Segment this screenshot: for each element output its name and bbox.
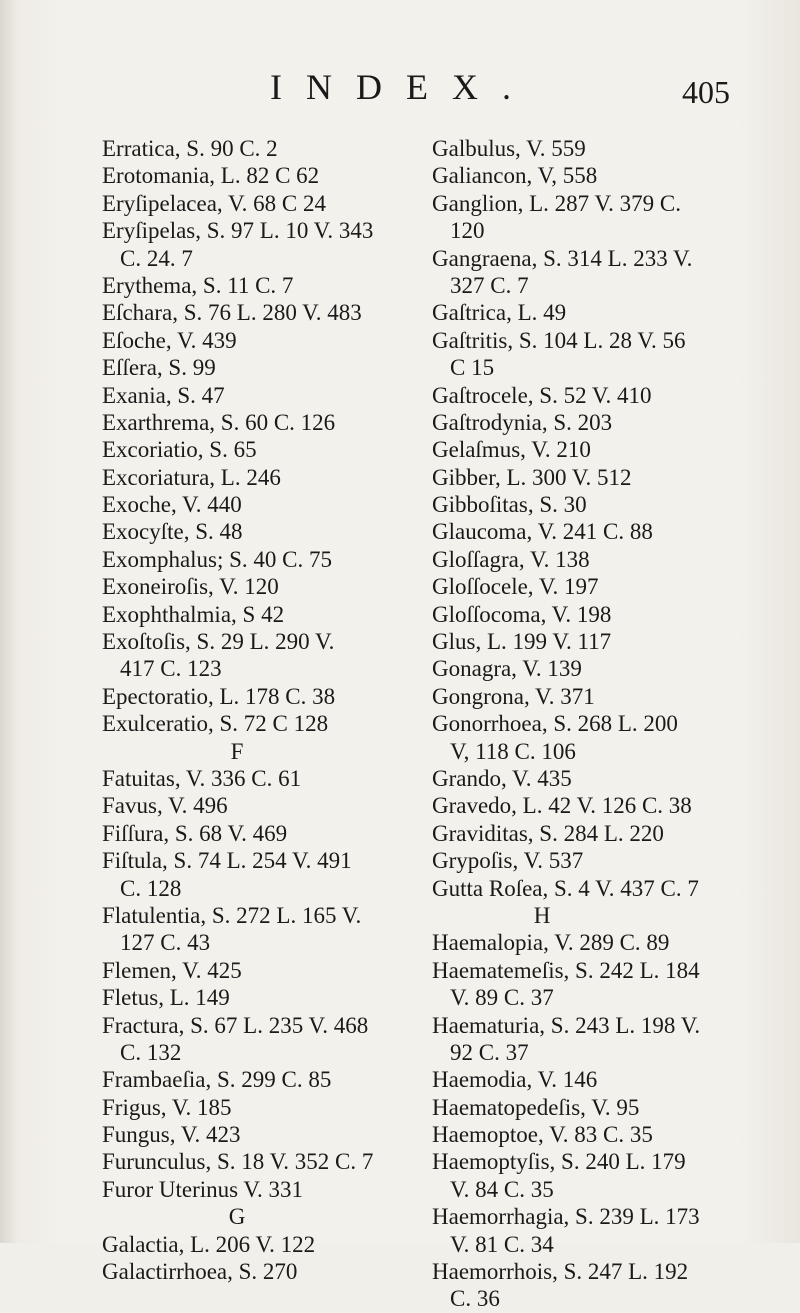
index-entry: Ganglion, L. 287 V. 379 C. [432,190,681,216]
index-entry-continuation: C 15 [450,355,495,381]
index-entry: Haemalopia, V. 289 C. 89 [432,930,670,956]
index-entry-continuation: 127 C. 43 [120,930,211,956]
index-entry: Favus, V. 496 [102,793,228,819]
index-entry: Galactia, L. 206 V. 122 [102,1231,316,1257]
index-entry: Gaſtrodynia, S. 203 [432,409,613,435]
index-entry-continuation: V. 81 C. 34 [450,1231,554,1257]
index-entry-continuation: V. 89 C. 37 [450,985,554,1011]
index-entry: Eſchara, S. 76 L. 280 V. 483 [102,300,362,326]
index-entry-continuation: 92 C. 37 [450,1039,529,1065]
index-entry: Gutta Roſea, S. 4 V. 437 C. 7 [432,875,699,901]
index-entry: Erratica, S. 90 C. 2 [102,136,278,161]
index-entry: Gangraena, S. 314 L. 233 V. [432,245,693,271]
index-entry: Grypoſis, V. 537 [432,848,584,874]
index-entry: Gonorrhoea, S. 268 L. 200 [432,711,678,737]
index-entry: Eryſipelas, S. 97 L. 10 V. 343 [102,218,374,244]
index-column-right [432,135,752,1313]
index-entry: Furunculus, S. 18 V. 352 C. 7 [102,1149,374,1175]
index-entry-continuation: C. 36 [450,1286,500,1312]
index-entry: Galiancon, V, 558 [432,163,598,189]
section-letter: G [228,1204,246,1230]
index-entry: Fatuitas, V. 336 C. 61 [102,765,302,791]
index-entry: Haemoptoe, V. 83 C. 35 [432,1122,653,1148]
index-entry-continuation: C. 132 [120,1039,182,1065]
index-entry: Gaſtrocele, S. 52 V. 410 [432,382,652,408]
index-entry: Exoſtoſis, S. 29 L. 290 V. [102,629,335,655]
index-entry: Haematemeſis, S. 242 L. 184 [432,957,700,983]
index-entry: Gloſſagra, V. 138 [432,546,590,572]
index-entry: Exarthrema, S. 60 C. 126 [102,409,336,435]
index-entry: Gloſſocoma, V. 198 [432,601,612,627]
index-entry: Fiſtula, S. 74 L. 254 V. 491 [102,848,352,874]
index-entry: Frigus, V. 185 [102,1094,232,1120]
section-letter: F [230,738,244,764]
index-entry-continuation: C. 128 [120,875,182,901]
index-entry: Epectoratio, L. 178 C. 38 [102,683,336,709]
index-entry: Gibboſitas, S. 30 [432,492,587,518]
index-entry: Fletus, L. 149 [102,985,230,1011]
index-entry: Excoriatura, L. 246 [102,464,281,490]
index-entry: Fractura, S. 67 L. 235 V. 468 [102,1012,369,1038]
index-entry: Grando, V. 435 [432,765,572,791]
index-entry: Gibber, L. 300 V. 512 [432,464,632,490]
index-entry: Exoche, V. 440 [102,492,242,518]
index-entry: Haemoptyſis, S. 240 L. 179 [432,1149,686,1175]
index-entry: Eſoche, V. 439 [102,327,237,353]
index-entry: Galactirrhoea, S. 270 [102,1259,298,1285]
index-entry: Graviditas, S. 284 L. 220 [432,820,664,846]
index-entry: Haematuria, S. 243 L. 198 V. [432,1012,701,1038]
index-entry: Eryſipelacea, V. 68 C 24 [102,190,326,216]
index-entry: Gonagra, V. 139 [432,656,582,682]
page-number: 405 [682,74,730,110]
index-entry-continuation: 120 [450,218,485,244]
index-entry: Exocyſte, S. 48 [102,519,243,545]
index-entry: Haemorrhois, S. 247 L. 192 [432,1259,689,1285]
index-entry: Frambaeſia, S. 299 C. 85 [102,1067,332,1093]
index-entry: Gongrona, V. 371 [432,683,595,709]
index-entry: Gravedo, L. 42 V. 126 C. 38 [432,793,692,819]
index-entry: Galbulus, V. 559 [432,136,586,161]
page-title: INDEX. [270,67,535,107]
index-entry-continuation: C. 24. 7 [120,245,193,271]
index-entry: Gaſtritis, S. 104 L. 28 V. 56 [432,327,686,353]
index-entry: Gloſſocele, V. 197 [432,574,599,600]
index-entry: Eſſera, S. 99 [102,355,216,381]
index-entry: Exulceratio, S. 72 C 128 [102,711,329,737]
index-entry-continuation: V. 84 C. 35 [450,1176,554,1202]
index-entry: Exoneiroſis, V. 120 [102,574,279,600]
index-entry: Haemodia, V. 146 [432,1067,598,1093]
index-entry: Fungus, V. 423 [102,1122,241,1148]
index-entry-continuation: V, 118 C. 106 [450,738,576,764]
index-entry: Haemorrhagia, S. 239 L. 173 [432,1204,700,1230]
index-entry: Furor Uterinus V. 331 [102,1176,304,1202]
index-entry: Flemen, V. 425 [102,957,242,983]
index-entry-continuation: 327 C. 7 [450,272,529,298]
index-entry: Glaucoma, V. 241 C. 88 [432,519,653,545]
index-entry: Fiſſura, S. 68 V. 469 [102,820,288,846]
index-entry: Haematopedeſis, V. 95 [432,1094,640,1120]
index-column-left [102,135,442,1285]
section-letter: H [533,902,551,928]
index-entry: Exophthalmia, S 42 [102,601,285,627]
index-entry: Exomphalus; S. 40 C. 75 [102,546,333,572]
index-entry: Flatulentia, S. 272 L. 165 V. [102,902,362,928]
index-entry: Erythema, S. 11 C. 7 [102,272,294,298]
index-entry: Erotomania, L. 82 C 62 [102,163,320,189]
index-entry: Gaſtrica, L. 49 [432,300,567,326]
index-entry: Gelaſmus, V. 210 [432,437,591,463]
index-entry: Glus, L. 199 V. 117 [432,629,612,655]
index-entry: Excoriatio, S. 65 [102,437,257,463]
index-entry: Exania, S. 47 [102,382,225,408]
index-entry-continuation: 417 C. 123 [120,656,222,682]
